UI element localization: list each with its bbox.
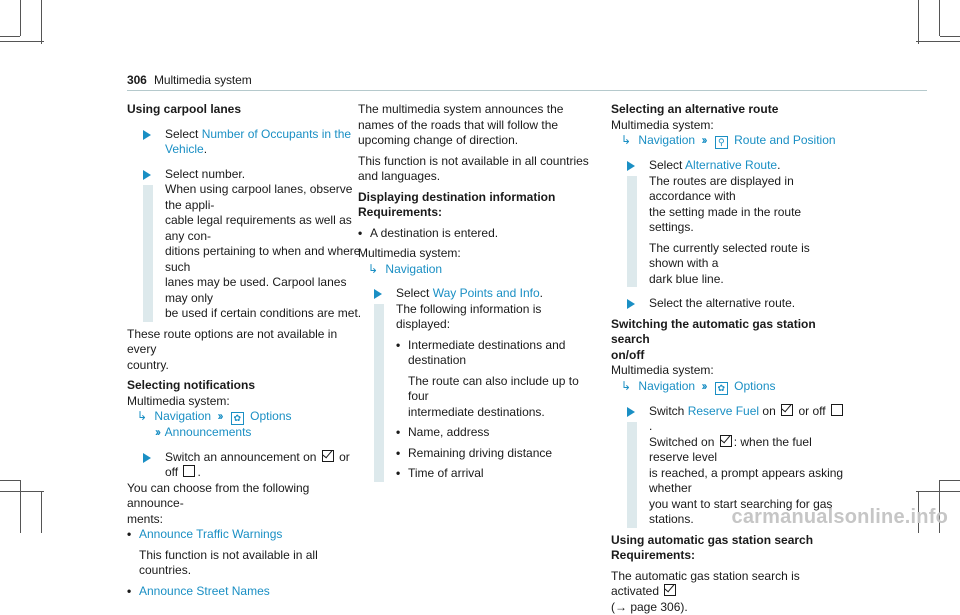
checkbox-checked-icon	[664, 584, 676, 596]
step-select-waypoints	[358, 286, 594, 482]
step-text: The routes are displayed in accordance with	[649, 174, 847, 205]
crop-mark	[20, 0, 21, 36]
path-arrow-icon: ↳	[137, 409, 147, 423]
heading-gas-search: Switching the automatic gas station search	[611, 317, 847, 348]
list-item	[127, 527, 363, 543]
body-text: upcoming change of direction.	[358, 133, 594, 149]
body-text: Time of arrival	[408, 466, 484, 480]
step-select-route	[611, 296, 847, 312]
heading-using-gas-search: Using automatic gas station search	[611, 533, 847, 549]
step-text: Select	[649, 158, 685, 172]
body-text: The route can also include up to four	[396, 374, 594, 405]
crop-mark	[916, 41, 960, 42]
body-text: Remaining driving distance	[408, 446, 552, 460]
crop-mark	[0, 480, 20, 481]
double-chevron-icon: ››	[155, 425, 159, 439]
crop-mark	[939, 0, 940, 36]
link-announcements[interactable]: Announcements	[165, 425, 252, 439]
checkbox-checked-icon	[322, 450, 334, 462]
watermark: carmanualsonline.info	[732, 510, 948, 526]
crop-mark	[0, 41, 44, 42]
page-reference-link[interactable]: (→ page 306).	[611, 600, 847, 615]
route-position-icon: ⚲	[715, 136, 728, 149]
list-item	[396, 446, 594, 462]
checkbox-checked-icon	[781, 404, 793, 416]
step-text: .	[197, 465, 200, 479]
menu-path	[358, 262, 594, 278]
step-bar	[627, 422, 637, 528]
checkbox-empty-icon	[183, 465, 195, 477]
step-text: Switch	[649, 404, 688, 418]
step-text: .	[649, 419, 652, 433]
link-navigation[interactable]: Navigation	[638, 379, 695, 393]
link-waypoints[interactable]: Way Points and Info	[433, 286, 540, 300]
step-text: or off	[165, 450, 350, 480]
step-text: be used if certain conditions are met.	[165, 306, 363, 322]
link-occupants[interactable]: Number of Occupants in the Vehicle	[165, 127, 351, 157]
step-text: : when the fuel reserve level	[649, 435, 812, 465]
body-text: Name, address	[408, 425, 489, 439]
step-text: is reached, a prompt appears asking whether	[649, 466, 847, 497]
step-arrow-icon	[143, 453, 151, 463]
link-options[interactable]: Options	[250, 409, 291, 423]
double-chevron-icon: ››	[701, 379, 705, 393]
step-arrow-icon	[143, 130, 151, 140]
step-text: dark blue line.	[649, 272, 847, 288]
link-navigation[interactable]: Navigation	[638, 133, 695, 147]
step-text: on	[759, 404, 776, 418]
body-text: Multimedia system:	[358, 246, 594, 262]
bullet-icon: •	[396, 446, 400, 462]
bullet-icon: •	[396, 425, 400, 441]
header-divider	[127, 90, 927, 91]
requirements-label: Requirements:	[358, 205, 594, 221]
body-text: Multimedia system:	[127, 394, 363, 410]
crop-mark	[940, 36, 960, 37]
link-route-position[interactable]: Route and Position	[734, 133, 835, 147]
step-arrow-icon	[374, 289, 382, 299]
link-navigation[interactable]: Navigation	[154, 409, 211, 423]
step-text: Select the alternative route.	[649, 296, 795, 310]
menu-path-2	[127, 425, 363, 441]
bullet-icon: •	[396, 466, 400, 482]
column-2	[358, 102, 594, 482]
menu-path	[127, 409, 363, 425]
crop-mark	[918, 0, 919, 44]
step-bar	[627, 176, 637, 287]
body-text: and languages.	[358, 169, 594, 185]
body-text: These route options are not available in every	[127, 327, 363, 358]
step-text: .	[540, 286, 543, 300]
link-traffic-warnings[interactable]: Announce Traffic Warnings	[139, 527, 282, 541]
step-text: Switched on	[649, 435, 714, 449]
step-text: .	[204, 142, 207, 156]
step-arrow-icon	[627, 161, 635, 171]
list-item	[396, 425, 594, 441]
body-text: A destination is entered.	[370, 226, 498, 240]
double-chevron-icon: ››	[701, 133, 705, 147]
requirements-label: Requirements:	[611, 548, 847, 564]
list-item	[358, 226, 594, 242]
list-item	[127, 584, 363, 600]
step-text: you want to start searching for gas stations.	[649, 497, 847, 528]
step-text: .	[777, 158, 780, 172]
step-text: Switch an announcement on	[165, 450, 316, 464]
step-text: ditions pertaining to when and where such	[165, 244, 363, 275]
step-select-alternative	[611, 158, 847, 287]
link-navigation[interactable]: Navigation	[385, 262, 442, 276]
body-text: Multimedia system:	[611, 363, 847, 379]
path-arrow-icon: ↳	[621, 379, 631, 393]
body-text: This function is not available in all countries.	[127, 548, 363, 579]
page-number: 306	[127, 73, 147, 87]
gear-icon: ✿	[231, 412, 244, 425]
step-text: lanes may be used. Carpool lanes may only	[165, 275, 363, 306]
gear-icon: ✿	[715, 382, 728, 395]
heading-destination: Displaying destination information	[358, 190, 594, 206]
step-text: When using carpool lanes, observe the appli-	[165, 182, 363, 213]
bullet-icon: •	[127, 584, 131, 600]
list-item	[396, 338, 594, 369]
step-text: the setting made in the route settings.	[649, 205, 847, 236]
body-text: The multimedia system announces the	[358, 102, 594, 118]
path-arrow-icon: ↳	[368, 262, 378, 276]
body-text: Multimedia system:	[611, 118, 847, 134]
heading-carpool: Using carpool lanes	[127, 102, 363, 118]
page-header	[127, 73, 252, 89]
bullet-icon: •	[358, 226, 362, 242]
body-text: intermediate destinations.	[396, 405, 594, 421]
column-1	[127, 102, 363, 599]
step-text: Select number.	[165, 167, 363, 183]
body-text: The automatic gas station search is activated	[611, 569, 800, 599]
crop-mark	[20, 480, 21, 533]
step-bar	[374, 304, 384, 482]
checkbox-checked-icon	[720, 435, 732, 447]
checkbox-empty-icon	[831, 404, 843, 416]
step-text: Select	[165, 127, 202, 141]
section-title: Multimedia system	[154, 73, 252, 87]
crop-mark	[0, 491, 44, 492]
menu-path	[611, 133, 847, 149]
bullet-icon: •	[127, 527, 131, 543]
crop-mark	[41, 491, 42, 533]
step-text: The currently selected route is shown with a	[649, 241, 847, 272]
crop-mark	[916, 491, 960, 492]
crop-mark	[41, 0, 42, 44]
link-street-names[interactable]: Announce Street Names	[139, 584, 270, 598]
step-select-occupants	[127, 127, 363, 158]
column-3	[611, 102, 847, 615]
path-arrow-icon: ↳	[621, 133, 631, 147]
step-text: Select	[396, 286, 433, 300]
link-alternative-route[interactable]: Alternative Route	[685, 158, 777, 172]
body-text: Intermediate destinations and destination	[408, 338, 565, 368]
body-text: You can choose from the following announce-	[127, 481, 363, 512]
heading-alternative-route: Selecting an alternative route	[611, 102, 847, 118]
double-chevron-icon: ››	[217, 409, 221, 423]
step-arrow-icon	[627, 299, 635, 309]
step-text: cable legal requirements as well as any con-	[165, 213, 363, 244]
body-text: names of the roads that will follow the	[358, 118, 594, 134]
link-reserve-fuel[interactable]: Reserve Fuel	[688, 404, 759, 418]
list-item	[396, 466, 594, 482]
bullet-icon: •	[396, 338, 400, 354]
step-switch-announcement	[127, 450, 363, 481]
link-options[interactable]: Options	[734, 379, 775, 393]
body-text: This function is not available in all countries	[358, 154, 594, 170]
body-text: ments:	[127, 512, 363, 528]
step-select-number	[127, 167, 363, 322]
step-arrow-icon	[627, 407, 635, 417]
step-arrow-icon	[143, 170, 151, 180]
crop-mark	[0, 36, 20, 37]
heading-notifications: Selecting notifications	[127, 378, 363, 394]
step-text: or off	[798, 404, 825, 418]
heading-gas-search-2: on/off	[611, 348, 847, 364]
menu-path	[611, 379, 847, 395]
step-bar	[143, 185, 153, 322]
body-text: country.	[127, 358, 363, 374]
step-text: The following information is displayed:	[396, 302, 594, 333]
crop-mark	[940, 480, 960, 481]
